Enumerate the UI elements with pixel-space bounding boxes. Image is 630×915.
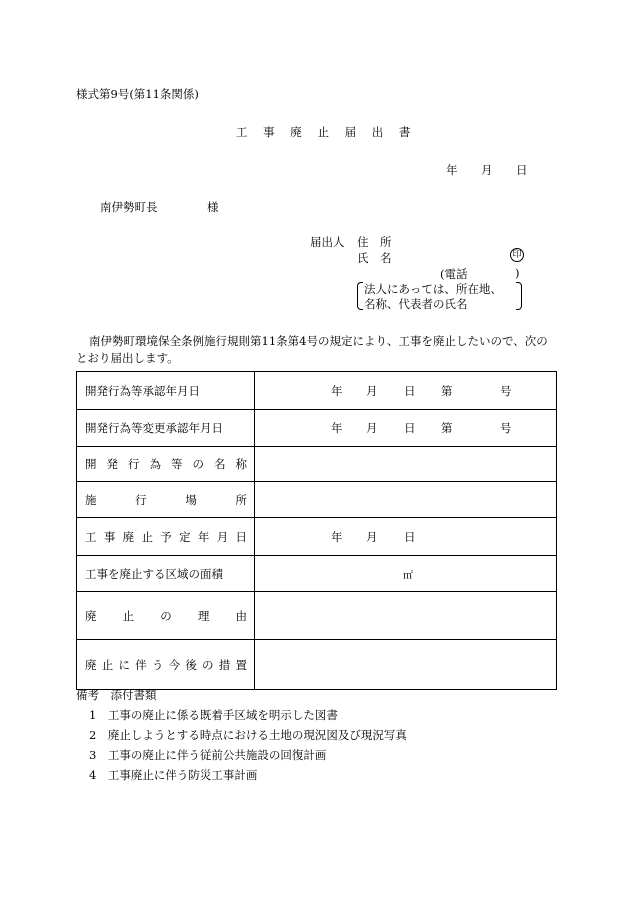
label-char: 定 bbox=[179, 529, 191, 544]
addressee-name: 南伊勢町長 bbox=[100, 200, 158, 214]
label-char: 止 bbox=[122, 608, 135, 623]
label-char: 止 bbox=[101, 657, 114, 672]
item-text: 工事廃止に伴う防災工事計画 bbox=[107, 768, 258, 782]
label-char: 事 bbox=[103, 529, 116, 544]
label-char: 月 bbox=[216, 529, 229, 544]
label-char: 廃 bbox=[85, 657, 97, 672]
label-char: 措 bbox=[218, 657, 231, 672]
day-unit: 日 bbox=[404, 529, 416, 544]
label-reason bbox=[85, 608, 247, 624]
label-char: 発 bbox=[106, 457, 118, 471]
label-char: 行 bbox=[128, 457, 140, 471]
row-label bbox=[77, 518, 255, 556]
label-char: 年 bbox=[197, 529, 210, 544]
table-row bbox=[77, 372, 557, 410]
item-number: 4 bbox=[89, 768, 97, 782]
label-char: う bbox=[151, 657, 164, 672]
label-char: 日 bbox=[235, 529, 247, 544]
item-number: 3 bbox=[89, 748, 97, 762]
label-char: 理 bbox=[197, 608, 210, 623]
date-month: 月 bbox=[481, 163, 493, 177]
address-label: 住 所 bbox=[357, 235, 392, 249]
row-label bbox=[77, 592, 255, 640]
reason-cell[interactable] bbox=[255, 592, 557, 640]
change-approval-date-cell[interactable] bbox=[255, 410, 557, 447]
list-item bbox=[89, 745, 407, 765]
seal-mark: 印 bbox=[510, 248, 524, 262]
number-prefix: 第 bbox=[441, 383, 453, 398]
label-development-name bbox=[85, 456, 247, 472]
area-unit: ㎡ bbox=[403, 570, 413, 581]
addressee-suffix: 様 bbox=[207, 200, 219, 214]
applicant-label: 届出人 bbox=[310, 235, 345, 249]
phone-open: (電話 bbox=[440, 267, 468, 281]
day-unit: 日 bbox=[404, 383, 416, 398]
list-item bbox=[89, 765, 407, 785]
label-char: 名 bbox=[214, 457, 226, 471]
table-row bbox=[77, 482, 557, 518]
label-char: 為 bbox=[149, 457, 161, 471]
table-row bbox=[77, 640, 557, 690]
number-prefix: 第 bbox=[441, 421, 453, 435]
label-char: 予 bbox=[160, 529, 172, 544]
label-char: 行 bbox=[135, 492, 147, 507]
month-unit: 月 bbox=[366, 529, 378, 544]
approval-date-cell[interactable] bbox=[255, 372, 557, 410]
label-char: 止 bbox=[141, 529, 153, 544]
development-name-cell[interactable] bbox=[255, 447, 557, 482]
row-label bbox=[77, 640, 255, 690]
label-approval-date bbox=[85, 383, 247, 399]
label-char: 施 bbox=[85, 492, 97, 507]
date-year: 年 bbox=[446, 163, 458, 177]
day-unit: 日 bbox=[404, 421, 416, 435]
label-char: の bbox=[160, 608, 172, 623]
future-measures-cell[interactable] bbox=[255, 640, 557, 690]
label-char: 今 bbox=[168, 657, 181, 672]
label-site-location bbox=[85, 492, 247, 508]
area-cell[interactable] bbox=[255, 556, 557, 592]
table-row bbox=[77, 447, 557, 482]
label-area: 工事を廃止する区域の面積 bbox=[85, 566, 223, 581]
month-unit: 月 bbox=[366, 383, 378, 398]
table-row bbox=[77, 518, 557, 556]
corp-note-line2: 名称、代表者の氏名 bbox=[364, 297, 468, 311]
body-text-line1: 南伊勢町環境保全条例施行規則第11条第4号の規定により、工事を廃止したいので、次の bbox=[89, 334, 548, 348]
item-number: 1 bbox=[89, 708, 97, 722]
label-planned-abolition-date bbox=[85, 529, 247, 545]
label-char: 工 bbox=[85, 529, 97, 544]
year-unit: 年 bbox=[331, 529, 343, 544]
label-char: 所 bbox=[235, 492, 247, 507]
table-row bbox=[77, 410, 557, 447]
date-day: 日 bbox=[516, 163, 528, 177]
row-label bbox=[77, 410, 255, 447]
form-number: 様式第9号(第11条関係) bbox=[76, 87, 199, 101]
label-char: に bbox=[118, 657, 130, 672]
number-suffix: 号 bbox=[500, 383, 512, 398]
label-char: 廃 bbox=[122, 529, 135, 544]
planned-abolition-date-cell[interactable] bbox=[255, 518, 557, 556]
name-label: 氏 名 bbox=[357, 251, 392, 265]
form-title: 工 事 廃 止 届 出 書 bbox=[236, 125, 417, 139]
label-text: 開発行為等承認年月日 bbox=[85, 383, 200, 398]
corp-note-bracket-right bbox=[516, 282, 522, 310]
label-char: の bbox=[202, 657, 214, 672]
item-text: 工事の廃止に係る既着手区域を明示した図書 bbox=[107, 708, 338, 722]
item-number: 2 bbox=[89, 728, 97, 742]
label-char: 後 bbox=[185, 657, 197, 672]
label-char: 等 bbox=[171, 457, 183, 471]
label-char: 開 bbox=[85, 457, 97, 471]
site-location-cell[interactable] bbox=[255, 482, 557, 518]
row-label bbox=[77, 482, 255, 518]
number-suffix: 号 bbox=[500, 421, 512, 435]
list-item bbox=[89, 725, 407, 745]
item-text: 廃止しようとする時点における土地の現況図及び現況写真 bbox=[107, 728, 407, 742]
label-char: 場 bbox=[185, 492, 197, 507]
corp-note-bracket-left bbox=[357, 282, 363, 310]
remarks-list bbox=[89, 705, 407, 785]
row-label bbox=[77, 447, 255, 482]
label-char: 由 bbox=[235, 608, 247, 623]
phone-close: ) bbox=[515, 266, 520, 280]
label-char: の bbox=[192, 457, 204, 471]
label-future-measures bbox=[85, 657, 247, 673]
notification-table bbox=[76, 371, 557, 690]
remarks-heading: 備考 添付書類 bbox=[76, 688, 157, 702]
label-change-approval-date: 開発行為等変更承認年月日 bbox=[85, 421, 223, 435]
label-char: 称 bbox=[235, 457, 247, 471]
table-row bbox=[77, 556, 557, 592]
label-char: 置 bbox=[235, 657, 247, 672]
year-unit: 年 bbox=[331, 421, 343, 435]
label-char: 廃 bbox=[85, 608, 97, 623]
month-unit: 月 bbox=[366, 421, 378, 435]
list-item bbox=[89, 705, 407, 725]
table-row bbox=[77, 592, 557, 640]
row-label bbox=[77, 372, 255, 410]
item-text: 工事の廃止に伴う従前公共施設の回復計画 bbox=[107, 748, 327, 762]
row-label bbox=[77, 556, 255, 592]
label-char: 伴 bbox=[135, 657, 147, 672]
corp-note-line1: 法人にあっては、所在地、 bbox=[364, 282, 502, 296]
year-unit: 年 bbox=[331, 383, 343, 398]
body-text-line2: とおり届出します。 bbox=[76, 351, 179, 365]
